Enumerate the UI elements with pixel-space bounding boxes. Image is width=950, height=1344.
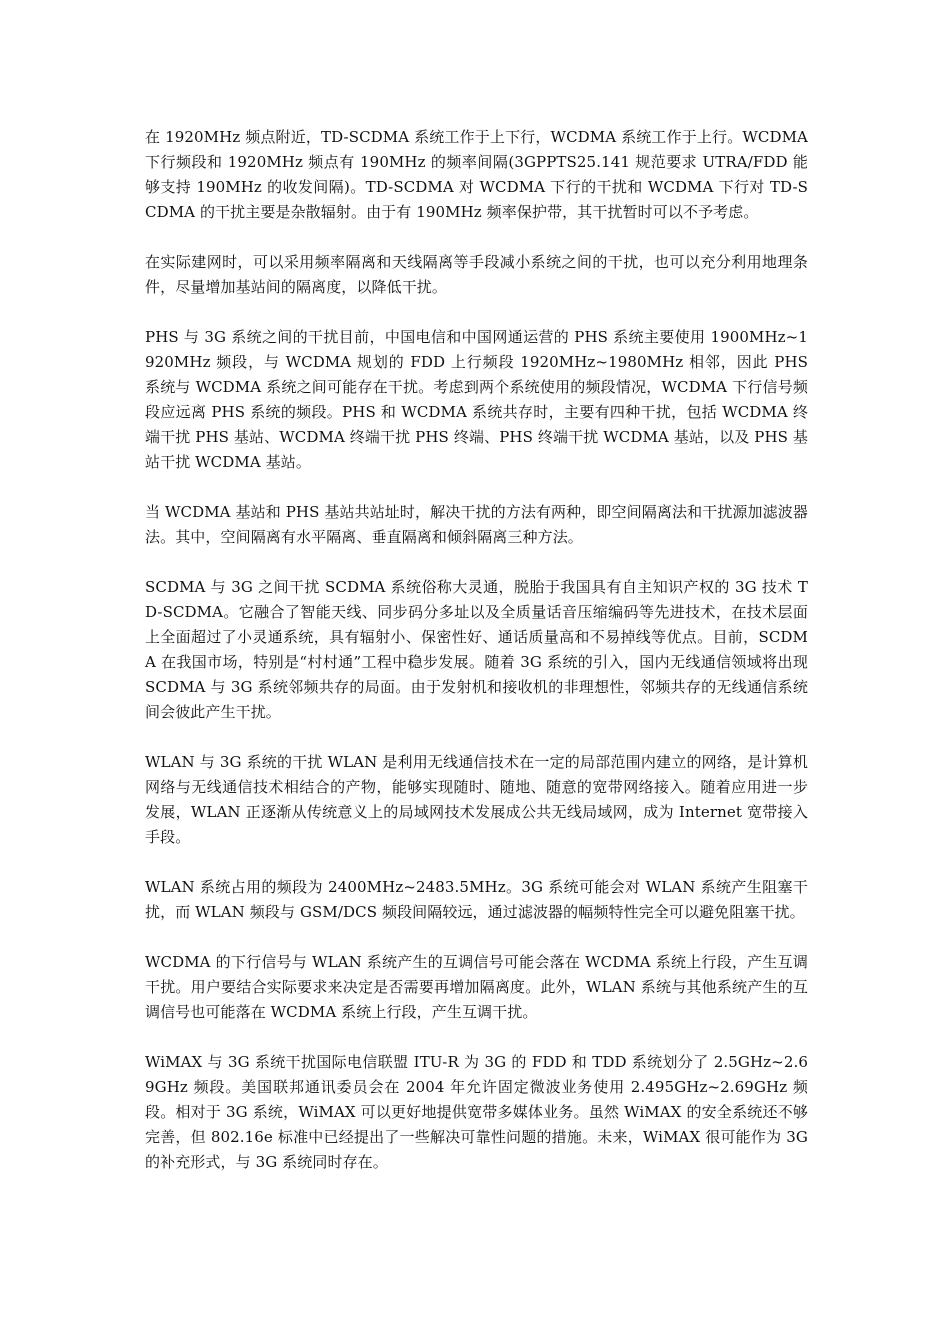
paragraph-phs-3g-interference: PHS 与 3G 系统之间的干扰目前，中国电信和中国网通运营的 PHS 系统主要使用 1900MHz~1920MHz 频段，与 WCDMA 规划的 FDD 上行频段 1920MHz~1980MHz 相邻，因此 PHS 系统与 WCDMA 系统之间可能存在干扰。考虑到两个系统使用的频段情况，WCDMA 下行信号频段应远离 PHS 系统的频段。PHS 和 WCDMA 系统共存时，主要有四种干扰，包括 WCDMA 终端干扰 PHS 基站、WCDMA 终端干扰 PHS 终端、PHS 终端干扰 WCDMA 基站，以及 PHS 基站干扰 WCDMA 基站。	[145, 328, 808, 471]
paragraph-wlan-frequency-band: WLAN 系统占用的频段为 2400MHz~2483.5MHz。3G 系统可能会对 WLAN 系统产生阻塞干扰，而 WLAN 频段与 GSM/DCS 频段间隔较远，通过滤波器的幅频特性完全可以避免阻塞干扰。	[145, 878, 808, 921]
paragraph-td-scdma-wcdma: 在 1920MHz 频点附近，TD-SCDMA 系统工作于上下行，WCDMA 系统工作于上行。WCDMA 下行频段和 1920MHz 频点有 190MHz 的频率间隔(3GPPTS25.141 规范要求 UTRA/FDD 能够支持 190MHz 的收发间隔)。TD-SCDMA 对 WCDMA 下行的干扰和 WCDMA 下行对 TD-SCDMA 的干扰主要是杂散辐射。由于有 190MHz 频率保护带，其干扰暂时可以不予考虑。	[145, 128, 808, 221]
paragraph-intermodulation: WCDMA 的下行信号与 WLAN 系统产生的互调信号可能会落在 WCDMA 系统上行段，产生互调干扰。用户要结合实际要求来决定是否需要再增加隔离度。此外，WLAN 系统与其他系统产生的互调信号也可能落在 WCDMA 系统上行段，产生互调干扰。	[145, 953, 808, 1021]
paragraph-co-site-solutions: 当 WCDMA 基站和 PHS 基站共站址时，解决干扰的方法有两种，即空间隔离法和干扰源加滤波器法。其中，空间隔离有水平隔离、垂直隔离和倾斜隔离三种方法。	[145, 503, 808, 546]
document-body	[145, 125, 808, 1200]
paragraph-scdma-3g-interference: SCDMA 与 3G 之间干扰 SCDMA 系统俗称大灵通，脱胎于我国具有自主知识产权的 3G 技术 TD-SCDMA。它融合了智能天线、同步码分多址以及全质量话音压缩编码等先进技术，在技术层面上全面超过了小灵通系统，具有辐射小、保密性好、通话质量高和不易掉线等优点。目前，SCDMA 在我国市场，特别是“村村通”工程中稳步发展。随着 3G 系统的引入，国内无线通信领域将出现 SCDMA 与 3G 系统邻频共存的局面。由于发射机和接收机的非理想性，邻频共存的无线通信系统间会彼此产生干扰。	[145, 578, 808, 721]
paragraph-network-isolation: 在实际建网时，可以采用频率隔离和天线隔离等手段减小系统之间的干扰，也可以充分利用地理条件，尽量增加基站间的隔离度，以降低干扰。	[145, 253, 808, 296]
paragraph-wlan-3g-interference: WLAN 与 3G 系统的干扰 WLAN 是利用无线通信技术在一定的局部范围内建立的网络，是计算机网络与无线通信技术相结合的产物，能够实现随时、随地、随意的宽带网络接入。随着应用进一步发展，WLAN 正逐渐从传统意义上的局域网技术发展成公共无线局域网，成为 Internet 宽带接入手段。	[145, 753, 808, 846]
paragraph-wimax-3g-interference: WiMAX 与 3G 系统干扰国际电信联盟 ITU-R 为 3G 的 FDD 和 TDD 系统划分了 2.5GHz~2.69GHz 频段。美国联邦通讯委员会在 2004 年允许固定微波业务使用 2.495GHz~2.69GHz 频段。相对于 3G 系统，WiMAX 可以更好地提供宽带多媒体业务。虽然 WiMAX 的安全系统还不够完善，但 802.16e 标准中已经提出了一些解决可靠性问题的措施。未来，WiMAX 很可能作为 3G 的补充形式，与 3G 系统同时存在。	[145, 1053, 808, 1171]
